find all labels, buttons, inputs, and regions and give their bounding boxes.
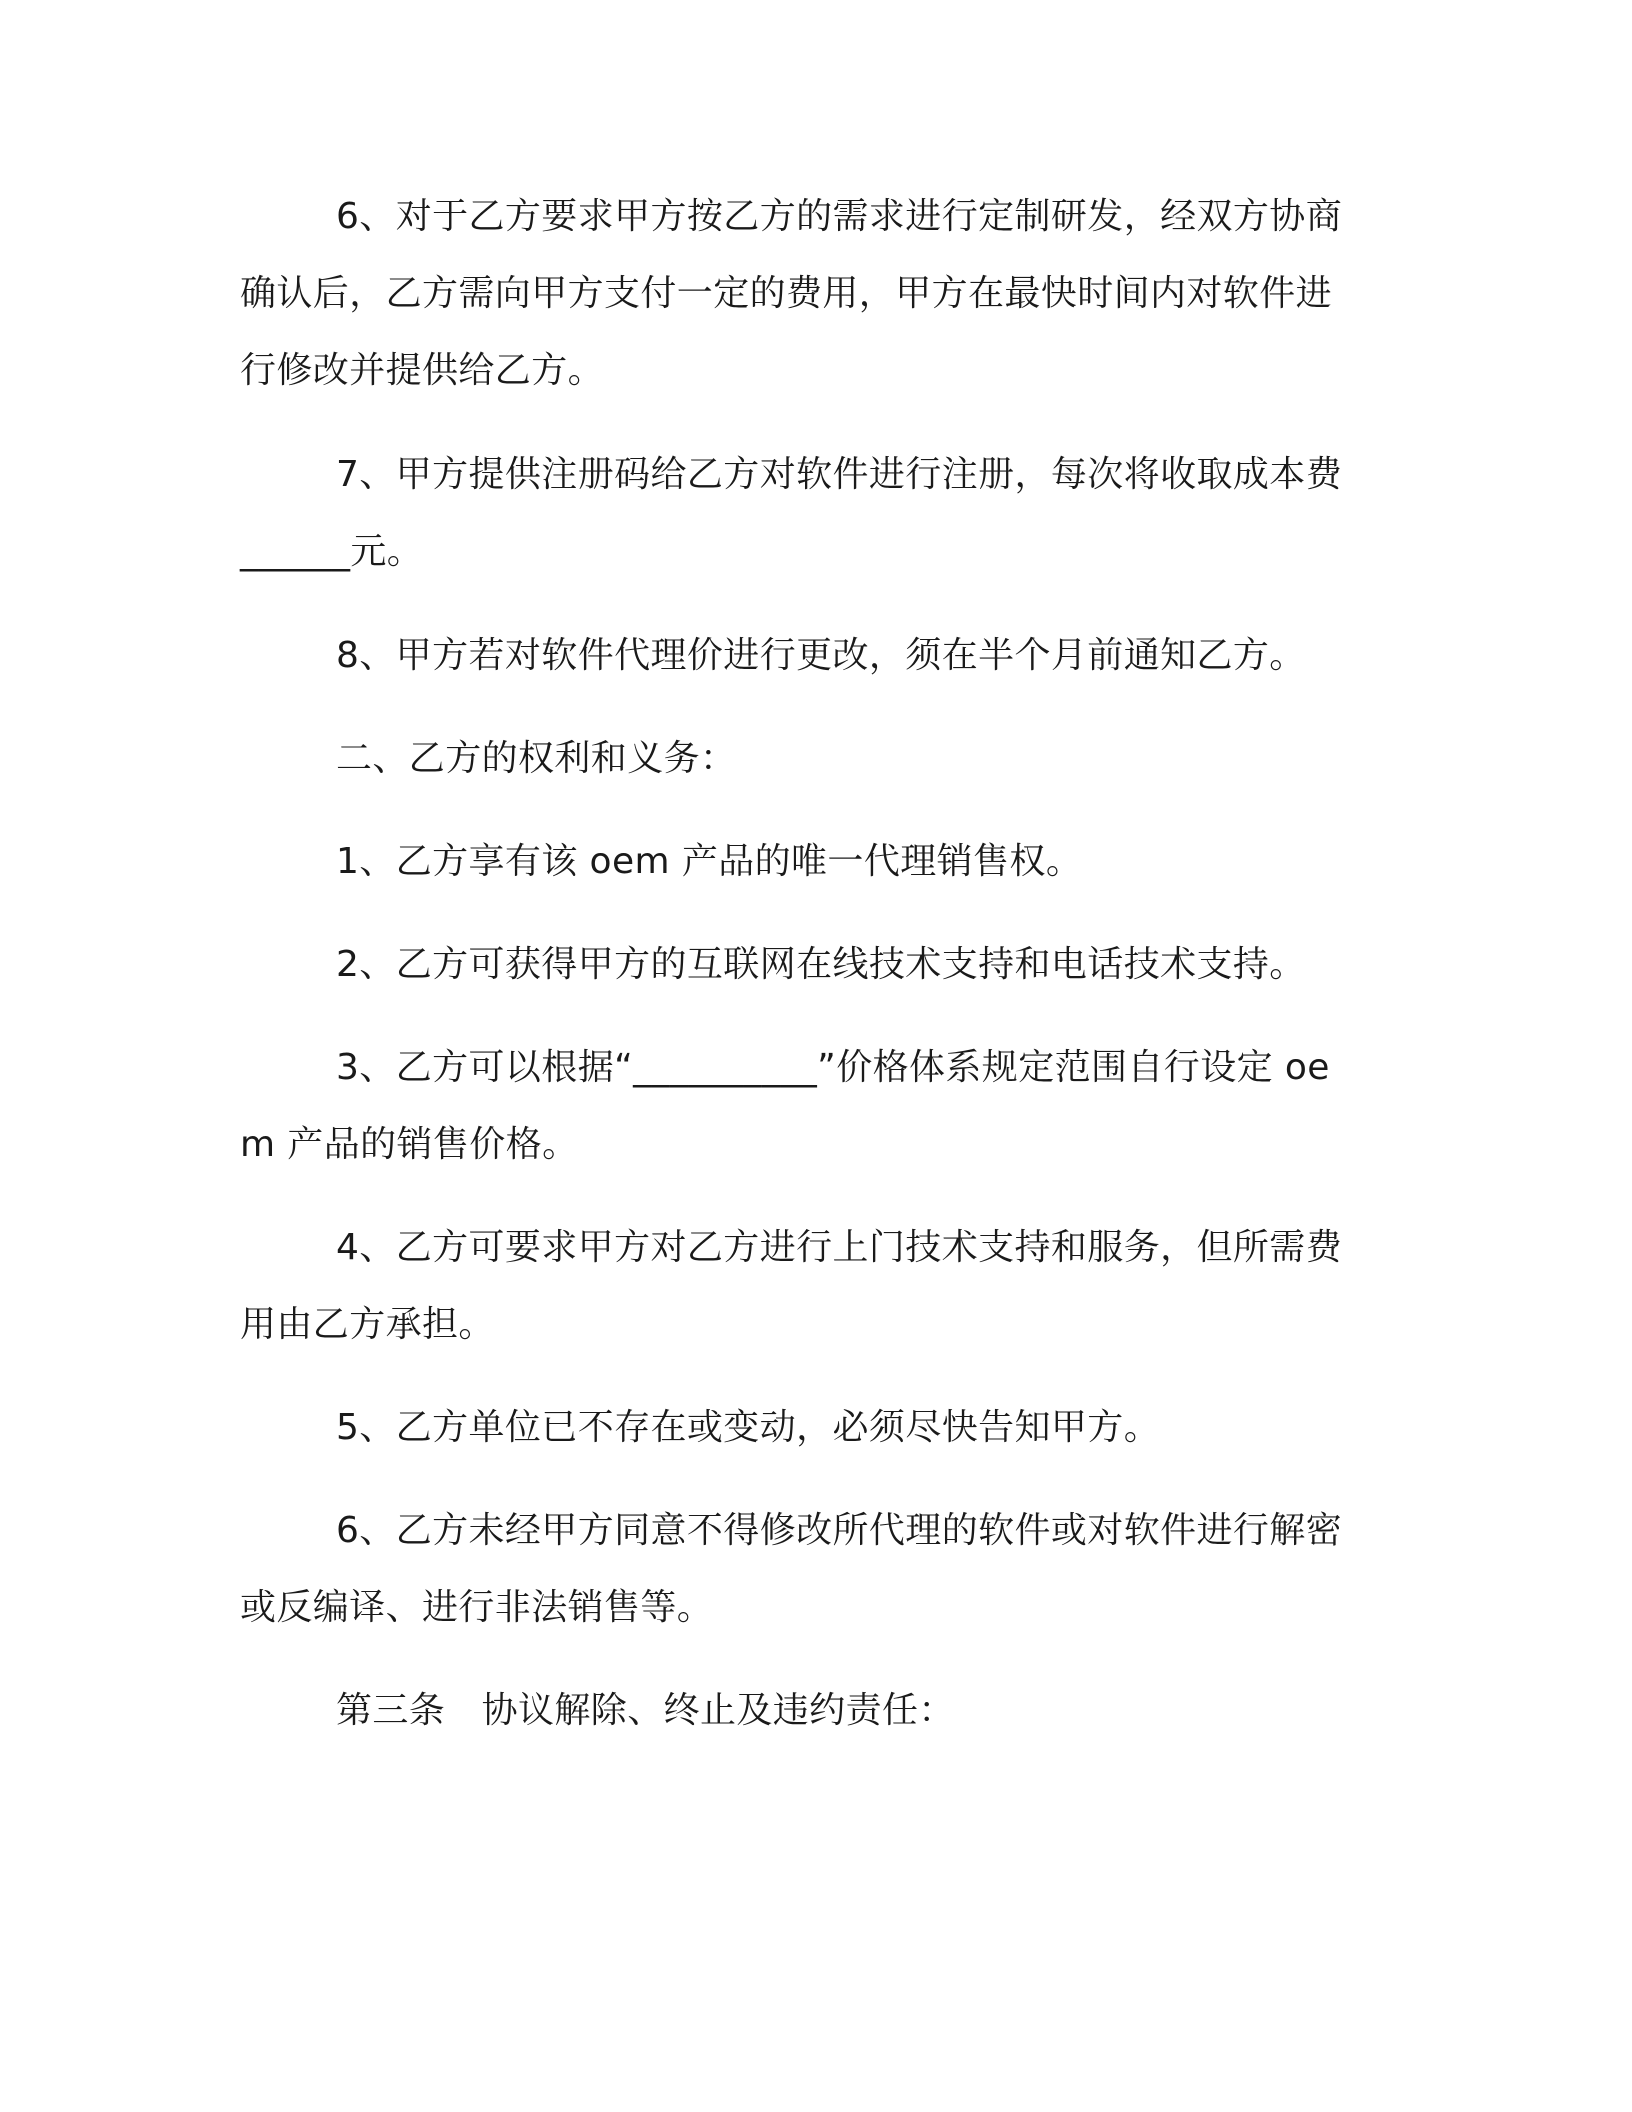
clause-party-b-5-notify-changes: 5、乙方单位已不存在或变动，必须尽快告知甲方。 [336, 1407, 1161, 1448]
clause-party-b-3-pricing: 3、乙方可以根据“__________”价格体系规定范围自行设定 oem 产品的销售价格。 [240, 1047, 1330, 1165]
clause-party-b-2-tech-support: 2、乙方可获得甲方的互联网在线技术支持和电话技术支持。 [336, 944, 1306, 985]
section-heading-party-b-rights: 二、乙方的权利和义务： [336, 738, 737, 779]
clause-party-a-8-price-change-notice: 8、甲方若对软件代理价进行更改，须在半个月前通知乙方。 [336, 635, 1306, 676]
clause-party-b-6-no-modification: 6、乙方未经甲方同意不得修改所代理的软件或对软件进行解密或反编译、进行非法销售等。 [240, 1510, 1343, 1628]
article-three-heading: 第三条 协议解除、终止及违约责任： [336, 1690, 955, 1731]
clause-party-a-6-custom-development: 6、对于乙方要求甲方按乙方的需求进行定制研发，经双方协商确认后，乙方需向甲方支付一定的费用，甲方在最快时间内对软件进行修改并提供给乙方。 [240, 196, 1343, 391]
clause-party-b-1-exclusive-agency: 1、乙方享有该 oem 产品的唯一代理销售权。 [336, 841, 1083, 882]
clause-party-a-7-registration-fee: 7、甲方提供注册码给乙方对软件进行注册，每次将收取成本费______元。 [240, 454, 1343, 572]
clause-party-b-4-onsite-service: 4、乙方可要求甲方对乙方进行上门技术支持和服务，但所需费用由乙方承担。 [240, 1227, 1343, 1345]
